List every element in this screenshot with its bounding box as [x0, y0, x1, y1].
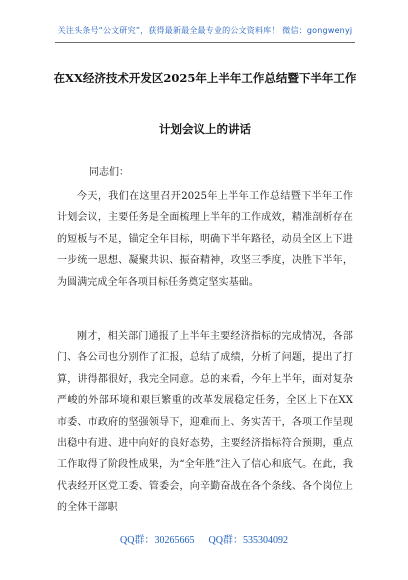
salutation: 同志们： [89, 167, 129, 178]
footer-contact [0, 534, 408, 548]
document-title-line-1: 在XX经济技术开发区2025年上半年工作总结暨下半年工作 [53, 71, 357, 85]
body-paragraph-2: 刚才，相关部门通报了上半年主要经济指标的完成情况，各部门、各公司也分别作了汇报，总结了成绩，分析了问题，提出了打算，讲得都很好，我完全同意。总的来看，今年上半年，面对复杂严峻的外部环境和艰巨繁重的改革发展稳定任务，全区上下在XX市委、市政府的坚强领导下，迎难而上、务实苦干，各项工作呈现出稳中有进、进中向好的良好态势，主要经济指标符合预期，重点工作取得了阶段性成果，为“全年胜”注入了信心和底气。在此，我代表经开区党工委、管委会，向辛勤奋战在各个条线、各个岗位上的全体干部职 [57, 331, 353, 514]
footer-qq-group-2: QQ群：535304092 [208, 535, 288, 546]
header-divider [55, 42, 355, 43]
document-title-line-2: 计划会议上的讲话 [159, 122, 251, 136]
header-banner: 关注头条号“公文研究”，获得最新最全最专业的公文资料库！ 微信：gongwenyj [57, 26, 353, 35]
body-paragraph-1: 今天，我们在这里召开2025年上半年工作总结暨下半年工作计划会议，主要任务是全面梳理上半年的工作成效，精准剖析存在的短板与不足，锚定全年目标，明确下半年路径，动员全区上下进一步统一思想、凝聚共识、振奋精神，攻坚三季度，决胜下半年，为圆满完成全年各项目标任务奠定坚实基础。 [57, 191, 353, 288]
footer-qq-group-1: QQ群：30265665 [120, 535, 195, 546]
